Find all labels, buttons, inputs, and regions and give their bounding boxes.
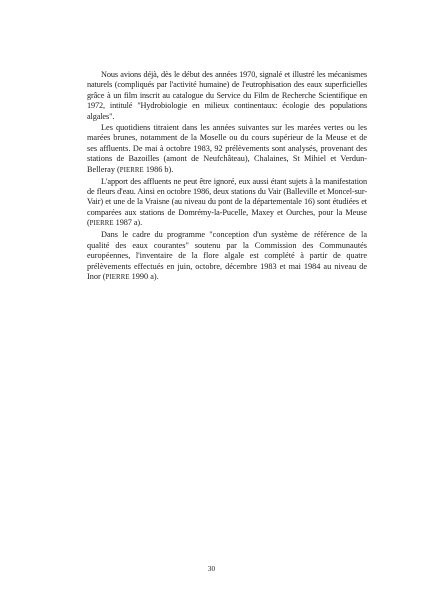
author-citation: PIERRE [119, 166, 144, 174]
paragraph-1-text: Nous avions déjà, dès le début des années 1970, signalé et illustré les mécanismes naturels (compliqués par l'activité humaine) de l'eutrophisation des eaux superficielles grâce à un film inscrit au catalogue du Service du Film de Recherche Scientifique en 1972, intitulé "Hydrobiologie en milieux continentaux: écologie des populations algales". [87, 70, 367, 121]
author-citation: PIERRE [89, 220, 114, 228]
author-citation: PIERRE [105, 274, 130, 282]
paragraph-3-text: L'apport des affluents ne peut être ignoré, eux aussi étant sujets à la manifestation de fleurs d'eau. Ainsi en octobre 1986, deux stations du Vair (Balleville et Moncel-sur-Vair) et une de la Vraisne (au niveau du pont de la départementale 16) sont étudiées et comparées aux stations de Domrémy-la-Pucelle, Maxey et Ourches, pour la Meuse ( [87, 176, 367, 228]
paragraph-2 [87, 123, 367, 176]
citation-year: 1990 a). [129, 272, 159, 282]
citation-year: 1986 b). [143, 164, 174, 174]
paragraph-4 [87, 230, 367, 283]
paragraph-1 [87, 70, 367, 122]
body-text [87, 70, 367, 284]
page-number: 30 [207, 565, 216, 573]
paragraph-4-text: Dans le cadre du programme "conception d'un système de référence de la qualité des eaux courantes" soutenu par la Commission des Communautés européennes, l'inventaire de la flore algale est complété à partir de quatre prélèvements effectués en juin, octobre, décembre 1983 et mai 1984 au niveau de Inor ( [87, 230, 367, 282]
citation-year: 1987 a). [113, 218, 143, 228]
paragraph-2-text: Les quotidiens titraient dans les années suivantes sur les marées vertes ou les marées brunes, notamment de la Moselle ou du cours supérieur de la Meuse et de ses affluents. De mai à octobre 1983, 92 prélèvements sont analysés, provenant des stations de Bazoilles (amont de Neufchâteau), Chalaines, St Mihiel et Verdun-Belleray ( [87, 122, 367, 174]
paragraph-3 [87, 177, 367, 230]
